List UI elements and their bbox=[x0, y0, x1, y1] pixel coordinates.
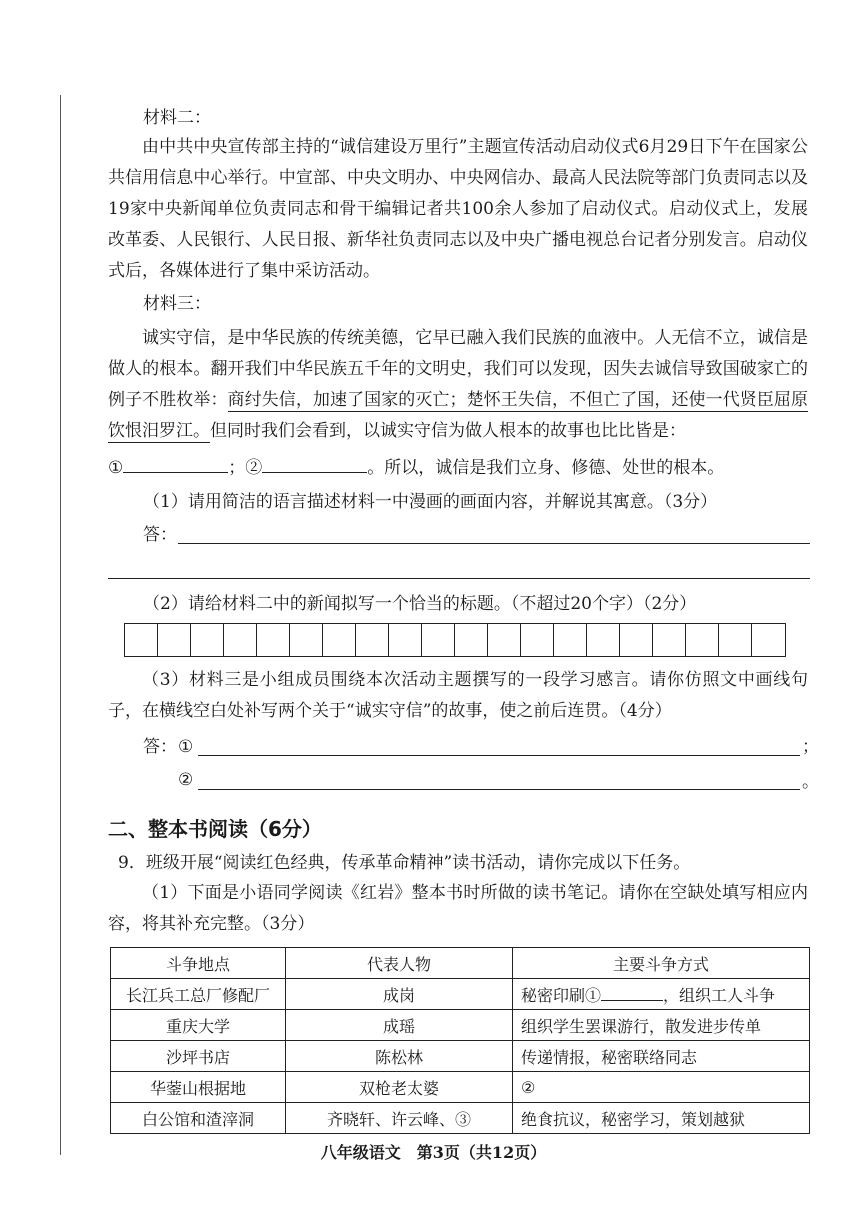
q1-answer-line-1[interactable] bbox=[178, 543, 810, 544]
grid-cell[interactable] bbox=[125, 624, 158, 656]
q3-answer-line-2[interactable] bbox=[198, 789, 800, 790]
grid-cell[interactable] bbox=[191, 624, 224, 656]
grid-cell[interactable] bbox=[653, 624, 686, 656]
grid-cell[interactable] bbox=[356, 624, 389, 656]
grid-cell[interactable] bbox=[389, 624, 422, 656]
blank2-marker: ② bbox=[245, 458, 263, 478]
grid-cell[interactable] bbox=[521, 624, 554, 656]
cell-place: 长江兵工总厂修配厂 bbox=[111, 979, 286, 1010]
header-person: 代表人物 bbox=[286, 948, 513, 979]
method-text-post: ，组织工人斗争 bbox=[663, 985, 776, 1005]
grid-cell[interactable] bbox=[290, 624, 323, 656]
cell-place: 沙坪书店 bbox=[111, 1041, 286, 1072]
blank2-line[interactable] bbox=[262, 472, 367, 473]
material3-text-end: 但同时我们会看到，以诚实守信为做人根本的故事也比比皆是： bbox=[210, 421, 686, 441]
material3-text-start: 诚实守信，是中华民族的传统美德，它早已融入我们民族的血液中。人无信不立，诚信是做人的根本。翻开我们中华民族五千年的文明史，我们可以发现，因失去诚信导致国破家亡的例子不胜枚举： bbox=[108, 328, 808, 410]
q9-subquestion-1: （1）下面是小语同学阅读《红岩》整本书时所做的读书笔记。请你在空缺处填写相应内容，将其补充完整。（3分） bbox=[108, 883, 808, 934]
material2-title: 材料二： bbox=[143, 108, 211, 128]
q1-answer-label: 答： bbox=[143, 525, 177, 545]
grid-cell[interactable] bbox=[323, 624, 356, 656]
table-row bbox=[111, 1072, 810, 1103]
cell-person: 成瑶 bbox=[286, 1010, 513, 1041]
cell-person: 齐晓轩、许云峰、③ bbox=[286, 1103, 513, 1134]
cell-method[interactable] bbox=[513, 1072, 810, 1103]
q3-end-1: ； bbox=[802, 737, 819, 757]
grid-cell[interactable] bbox=[686, 624, 719, 656]
grid-cell[interactable] bbox=[620, 624, 653, 656]
material3-closing: 。所以，诚信是我们立身、修德、处世的根本。 bbox=[367, 458, 725, 478]
blank-marker: ② bbox=[521, 1077, 536, 1097]
q3-answer-label: 答： bbox=[143, 737, 177, 757]
cell-method bbox=[513, 979, 810, 1010]
table-row bbox=[111, 1103, 810, 1134]
table-header-row bbox=[111, 948, 810, 979]
header-method: 主要斗争方式 bbox=[513, 948, 810, 979]
q2-answer-grid[interactable] bbox=[124, 623, 786, 657]
question-2: （2）请给材料二中的新闻拟写一个恰当的标题。（不超过20个字）（2分） bbox=[143, 594, 697, 614]
grid-cell[interactable] bbox=[455, 624, 488, 656]
question-3: （3）材料三是小组成员围绕本次活动主题撰写的一段学习感言。请你仿照文中画线句子，在横线空白处补写两个关于“诚实守信”的故事，使之前后连贯。（4分） bbox=[108, 670, 808, 721]
q3-end-2: 。 bbox=[802, 772, 819, 792]
material2-body: 由中共中央宣传部主持的“诚信建设万里行”主题宣传活动启动仪式6月29日下午在国家公共信用信息中心举行。中宣部、中央文明办、中央网信办、最高人民法院等部门负责同志以及19家中央新闻单位负责同志和骨干编辑记者共100余人参加了启动仪式。启动仪式上，发展改革委、人民银行、人民日报、新华社负责同志以及中央广播电视总台记者分别发言。启动仪式后，各媒体进行了集中采访活动。 bbox=[108, 137, 808, 281]
grid-cell[interactable] bbox=[257, 624, 290, 656]
cell-place: 白公馆和渣滓洞 bbox=[111, 1103, 286, 1134]
material3-blank-line bbox=[108, 458, 724, 478]
grid-cell[interactable] bbox=[587, 624, 620, 656]
cell-method: 组织学生罢课游行，散发进步传单 bbox=[513, 1010, 810, 1041]
reading-notes-table bbox=[110, 947, 810, 1134]
grid-cell[interactable] bbox=[554, 624, 587, 656]
grid-cell[interactable] bbox=[224, 624, 257, 656]
q3-answer-line-1[interactable] bbox=[198, 755, 800, 756]
blank1-line[interactable] bbox=[123, 472, 228, 473]
q3-marker-1: ① bbox=[178, 737, 194, 757]
cell-person: 陈松林 bbox=[286, 1041, 513, 1072]
q3-marker-2: ② bbox=[178, 770, 194, 790]
material3-body bbox=[108, 323, 808, 447]
material3-underlined-sentence: 商纣失信，加速了国家的灭亡；楚怀王失信，不但亡了国，还使一代贤臣屈原饮恨汨罗江。 bbox=[108, 390, 809, 441]
question-1: （1）请用简洁的语言描述材料一中漫画的画面内容，并解说其寓意。（3分） bbox=[143, 492, 718, 512]
blank1-marker: ① bbox=[108, 458, 124, 478]
grid-cell[interactable] bbox=[422, 624, 455, 656]
binding-margin-line bbox=[60, 95, 61, 1155]
cell-method: 绝食抗议，秘密学习，策划越狱 bbox=[513, 1103, 810, 1134]
grid-cell[interactable] bbox=[752, 624, 785, 656]
method-text: 秘密印刷 bbox=[521, 985, 586, 1005]
grid-cell[interactable] bbox=[719, 624, 752, 656]
cell-place: 重庆大学 bbox=[111, 1010, 286, 1041]
separator: ； bbox=[228, 458, 246, 478]
fill-blank-1[interactable] bbox=[601, 1000, 663, 1001]
cell-person: 双枪老太婆 bbox=[286, 1072, 513, 1103]
table-row bbox=[111, 1010, 810, 1041]
question-9: 9．班级开展“阅读红色经典，传承革命精神”读书活动，请你完成以下任务。 bbox=[118, 853, 691, 873]
table-row bbox=[111, 979, 810, 1010]
cell-method: 传递情报，秘密联络同志 bbox=[513, 1041, 810, 1072]
table-row bbox=[111, 1041, 810, 1072]
grid-cell[interactable] bbox=[158, 624, 191, 656]
header-place: 斗争地点 bbox=[111, 948, 286, 979]
cell-place: 华蓥山根据地 bbox=[111, 1072, 286, 1103]
section-heading: 二、整本书阅读（6分） bbox=[108, 817, 322, 841]
cell-person: 成岗 bbox=[286, 979, 513, 1010]
material3-title: 材料三： bbox=[143, 294, 211, 314]
page-footer: 八年级语文 第3页（共12页） bbox=[320, 1143, 547, 1162]
grid-cell[interactable] bbox=[488, 624, 521, 656]
blank-marker: ① bbox=[585, 985, 602, 1005]
q1-answer-line-2[interactable] bbox=[108, 578, 810, 579]
